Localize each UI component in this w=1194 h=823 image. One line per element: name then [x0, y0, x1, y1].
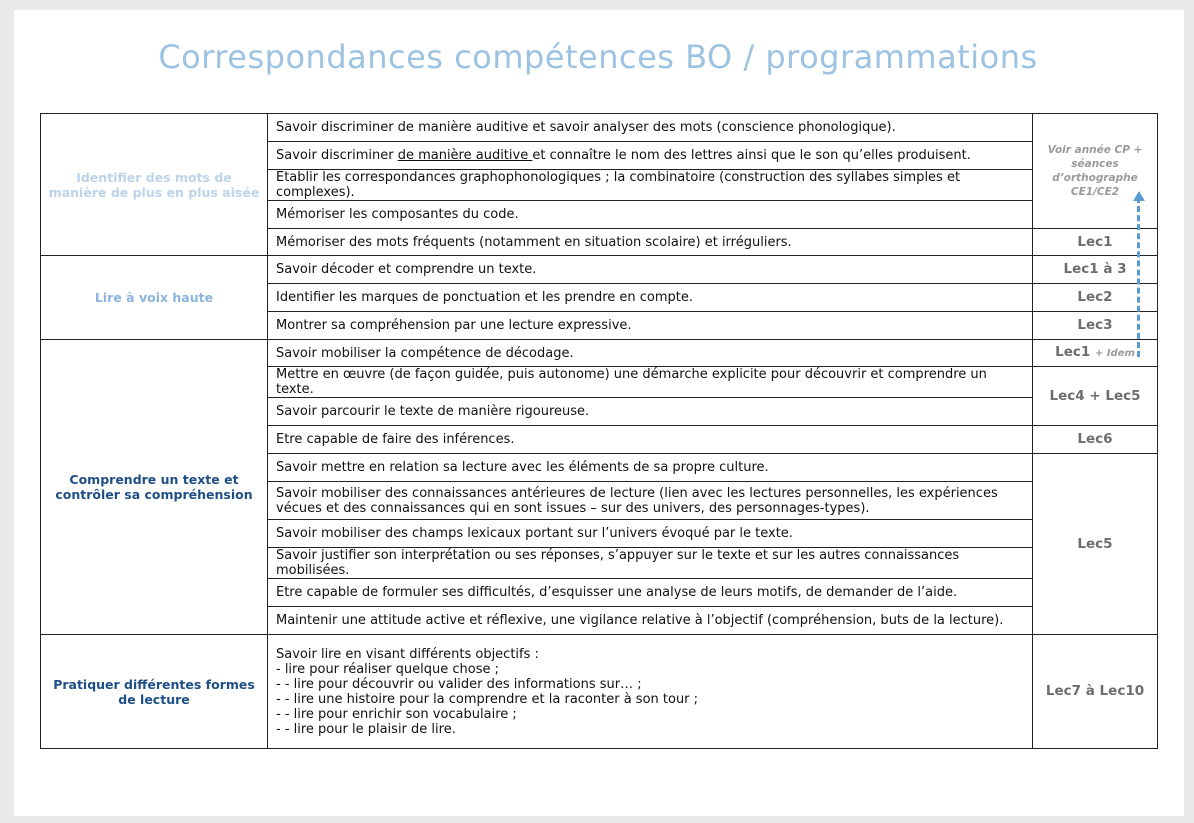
competence-cell: Savoir mettre en relation sa lecture avec les éléments de sa propre culture. — [268, 454, 1033, 482]
reference-cell: Lec4 + Lec5 — [1033, 367, 1158, 426]
reference-note: Voir année CP + séances d’orthographe CE1/CE2 — [1033, 114, 1158, 229]
category-comprendre-texte: Comprendre un texte et contrôler sa compréhension — [41, 340, 268, 635]
competence-cell: Savoir mobiliser des champs lexicaux portant sur l’univers évoqué par le texte. — [268, 520, 1033, 548]
reference-cell: Lec1 — [1033, 229, 1158, 256]
list-item: - - lire pour enrichir son vocabulaire ; — [276, 706, 517, 722]
competence-cell: Savoir décoder et comprendre un texte. — [268, 256, 1033, 284]
reference-cell: Lec2 — [1033, 284, 1158, 312]
competence-text-post: et connaître le nom des lettres ainsi que le son qu’elles produisent. — [532, 148, 971, 163]
reference-cell: Lec7 à Lec10 — [1033, 635, 1158, 749]
page-title: Correspondances compétences BO / programmations — [158, 38, 1038, 76]
competence-cell: Savoir justifier son interprétation ou ses réponses, s’appuyer sur le texte et sur les autres connaissances mobilisées. — [268, 548, 1033, 579]
competence-cell: Savoir mobiliser la compétence de décodage. — [268, 340, 1033, 367]
reference-cell: Lec3 — [1033, 312, 1158, 340]
list-item: - lire pour réaliser quelque chose ; — [276, 661, 499, 677]
category-pratiquer-lecture: Pratiquer différentes formes de lecture — [41, 635, 268, 749]
competence-text-underlined: de manière auditive — [397, 148, 533, 163]
reference-idem: + Idem — [1094, 348, 1135, 359]
list-item: - - lire pour découvrir ou valider des informations sur… ; — [276, 676, 642, 692]
reference-cell: Lec6 — [1033, 426, 1158, 454]
arrow-up-icon — [1133, 191, 1145, 201]
competence-cell: Identifier les marques de ponctuation et les prendre en compte. — [268, 284, 1033, 312]
list-item: - - lire une histoire pour la comprendre et la raconter à son tour ; — [276, 691, 699, 707]
competence-text-pre: Savoir discriminer — [276, 148, 398, 163]
competences-table — [40, 113, 1158, 749]
competence-cell — [268, 635, 1033, 749]
competence-cell: Mémoriser les composantes du code. — [268, 201, 1033, 229]
competence-cell: Etre capable de formuler ses difficultés, d’esquisser une analyse de leurs motifs, de demander de l’aide. — [268, 579, 1033, 607]
table-row — [41, 635, 1158, 749]
category-lire-voix-haute: Lire à voix haute — [41, 256, 268, 340]
competence-cell: Savoir mobiliser des connaissances antérieures de lecture (lien avec les lectures personnelles, les expériences vécues et des connaissances qui en sont issues – sur des univers, des personnages-types). — [268, 482, 1033, 520]
competence-cell: Mettre en œuvre (de façon guidée, puis autonome) une démarche explicite pour découvrir et comprendre un texte. — [268, 367, 1033, 398]
table-row — [41, 340, 1158, 367]
competence-cell: Maintenir une attitude active et réflexive, une vigilance relative à l’objectif (compréhension, buts de la lecture). — [268, 607, 1033, 635]
competence-cell: Etre capable de faire des inférences. — [268, 426, 1033, 454]
list-item: - - lire pour le plaisir de lire. — [276, 721, 456, 737]
reference-lec1: Lec1 — [1055, 344, 1091, 360]
table-row — [41, 114, 1158, 142]
competence-cell: Savoir parcourir le texte de manière rigoureuse. — [268, 398, 1033, 426]
table-row — [41, 256, 1158, 284]
reference-cell: Lec5 — [1033, 454, 1158, 635]
reference-cell: Lec1 à 3 — [1033, 256, 1158, 284]
competence-cell — [268, 142, 1033, 170]
competence-cell: Savoir discriminer de manière auditive et savoir analyser des mots (conscience phonologique). — [268, 114, 1033, 142]
competence-cell: Montrer sa compréhension par une lecture expressive. — [268, 312, 1033, 340]
competence-cell: Etablir les correspondances graphophonologiques ; la combinatoire (construction des syllabes simples et complexes). — [268, 170, 1033, 201]
competence-cell: Mémoriser des mots fréquents (notamment en situation scolaire) et irréguliers. — [268, 229, 1033, 256]
dashed-arrow-line — [1137, 197, 1140, 357]
category-identifier-mots: Identifier des mots de manière de plus en plus aisée — [41, 114, 268, 256]
list-heading: Savoir lire en visant différents objectifs : — [276, 646, 539, 662]
